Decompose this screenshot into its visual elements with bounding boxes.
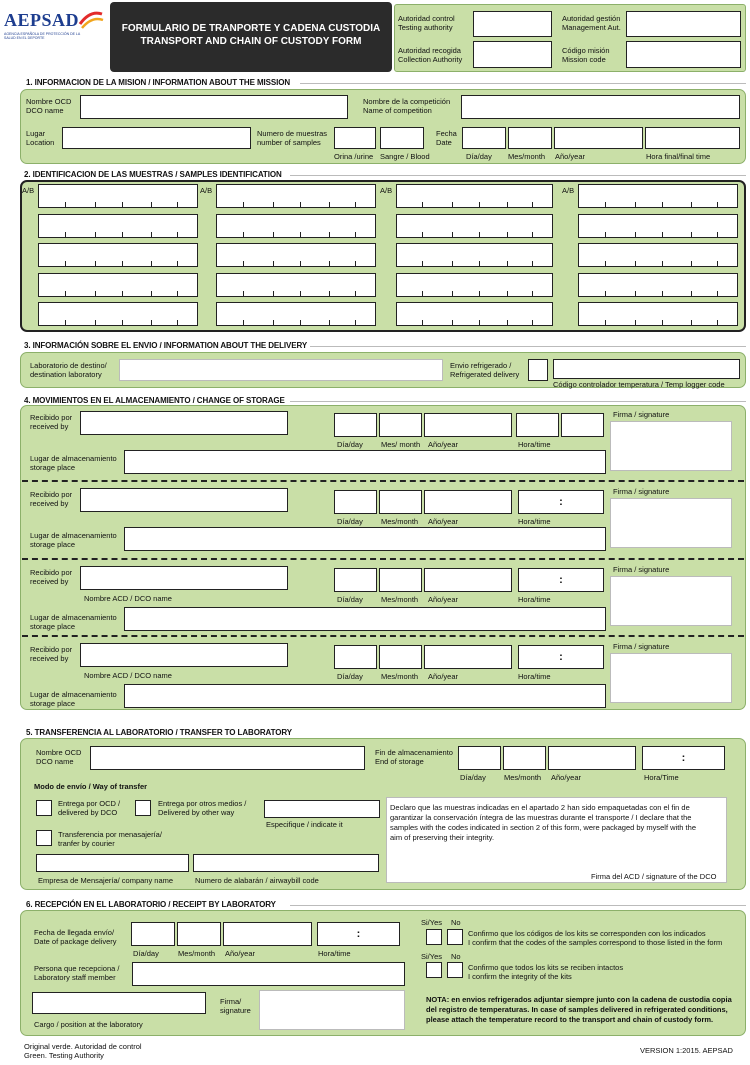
s5-year-label: Año/year [551, 773, 582, 782]
digit-tick [532, 261, 533, 266]
declaration-text: Declaro que las muestras indicadas en el apartado 2 han sido empaquetadas con el fin de garantizar la conservación íntegra de las muestras durante el transporte / I declare that the samples with the codes indicated in section 2 of this form, were packaged by myself with the aim of preserving their integrity. [390, 803, 696, 842]
digit-tick [605, 202, 606, 207]
day-field[interactable] [462, 127, 506, 149]
digit-tick [95, 291, 96, 296]
digit-tick [635, 202, 636, 207]
sample-code-field[interactable] [38, 243, 198, 267]
digit-tick [355, 261, 356, 266]
signature-label: Firma / signature [613, 487, 670, 496]
digit-tick [532, 291, 533, 296]
collection-authority-field[interactable] [473, 41, 552, 68]
digit-tick [95, 261, 96, 266]
refrigerated-label: Envio refrigerado / Refrigerated delivery [450, 361, 520, 379]
year-label: Año/year [555, 152, 586, 161]
logo-subtext: AGENCIA ESPAÑOLA DE PROTECCIÓN DE LA SALUD EN EL DEPORTE [4, 32, 80, 40]
storage-year-field[interactable] [424, 645, 512, 669]
yes-label-1: Si/Yes [421, 918, 442, 927]
digit-tick [605, 232, 606, 237]
received-by-label: Recibido por received by [30, 413, 73, 431]
digit-tick [479, 202, 480, 207]
digit-tick [691, 232, 692, 237]
digit-tick [452, 320, 453, 325]
storage-year-field[interactable] [424, 413, 512, 437]
s6-time-label: Hora/time [318, 949, 351, 958]
digit-tick [300, 202, 301, 207]
storage-time-label: Hora/time [518, 672, 551, 681]
management-authority-label: Autoridad gestión Management Aut. [562, 14, 621, 32]
digit-tick [273, 232, 274, 237]
courier-label: Transferencia por menasajería/ tranfer by courier [58, 830, 162, 848]
yes-label-2: Si/Yes [421, 952, 442, 961]
digit-tick [605, 261, 606, 266]
sample-code-field[interactable] [216, 214, 376, 238]
sample-code-field[interactable] [38, 273, 198, 297]
storage-year-field[interactable] [424, 568, 512, 592]
dest-lab-label: Laboratorio de destino/ destination laboratory [30, 361, 107, 379]
digit-tick [507, 202, 508, 207]
digit-tick [95, 232, 96, 237]
digit-tick [422, 320, 423, 325]
waybill-label: Numero de alabarán / airwaybill code [195, 876, 319, 885]
storage-month-field[interactable] [379, 568, 422, 592]
integrity-yes-checkbox[interactable] [426, 962, 442, 978]
storage-month-label: Mes/month [381, 595, 419, 604]
s5-day-label: Día/day [460, 773, 486, 782]
digit-tick [122, 291, 123, 296]
digit-tick [717, 232, 718, 237]
storage-time-field[interactable]: : [518, 568, 604, 592]
storage-place-field[interactable] [124, 607, 606, 631]
codes-yes-checkbox[interactable] [426, 929, 442, 945]
digit-tick [691, 291, 692, 296]
digit-tick [300, 320, 301, 325]
s5-day-field[interactable] [458, 746, 501, 770]
section-1-title: 1. INFORMACION DE LA MISION / INFORMATION ABOUT THE MISSION [26, 78, 291, 87]
digit-tick [65, 202, 66, 207]
year-field[interactable] [554, 127, 643, 149]
position-label: Cargo / position at the laboratory [34, 1020, 143, 1029]
dco-name-field[interactable] [80, 95, 348, 119]
digit-tick [532, 320, 533, 325]
digit-tick [479, 291, 480, 296]
ab-label: A/B [380, 186, 393, 195]
digit-tick [452, 261, 453, 266]
digit-tick [479, 320, 480, 325]
courier-company-label: Empresa de Mensajería/ company name [38, 876, 174, 885]
digit-tick [65, 291, 66, 296]
digit-tick [273, 202, 274, 207]
staff-field[interactable] [132, 962, 405, 986]
digit-tick [151, 202, 152, 207]
block-divider [22, 558, 744, 560]
digit-tick [122, 261, 123, 266]
digit-tick [177, 202, 178, 207]
digit-tick [300, 291, 301, 296]
digit-tick [662, 261, 663, 266]
storage-day-label: Día/day [337, 595, 363, 604]
urine-label: Orina /urine [334, 152, 374, 161]
storage-place-field[interactable] [124, 527, 606, 551]
digit-tick [691, 261, 692, 266]
received-by-label: Recibido por received by [30, 645, 73, 663]
digit-tick [355, 320, 356, 325]
digit-tick [452, 202, 453, 207]
received-by-label: Recibido por received by [30, 490, 73, 508]
signature-label: Firma / signature [613, 565, 670, 574]
digit-tick [177, 232, 178, 237]
s5-time-label: Hora/Time [644, 773, 679, 782]
s6-day-label: Día/day [133, 949, 159, 958]
digit-tick [662, 291, 663, 296]
digit-tick [662, 202, 663, 207]
section-3-title: 3. INFORMACIÓN SOBRE EL ENVIO / INFORMATION ABOUT THE DELIVERY [24, 341, 308, 350]
digit-tick [605, 291, 606, 296]
digit-tick [452, 232, 453, 237]
final-time-field[interactable] [645, 127, 740, 149]
digit-tick [122, 232, 123, 237]
temp-logger-field[interactable] [553, 359, 740, 379]
sample-code-field[interactable] [396, 302, 553, 326]
sample-code-field[interactable] [216, 243, 376, 267]
sample-code-field[interactable] [216, 273, 376, 297]
digit-tick [355, 232, 356, 237]
sample-code-field[interactable] [216, 302, 376, 326]
digit-tick [273, 291, 274, 296]
courier-checkbox[interactable] [36, 830, 52, 846]
digit-tick [532, 232, 533, 237]
sample-code-field[interactable] [396, 214, 553, 238]
month-label: Mes/month [508, 152, 546, 161]
s6-year-label: Año/year [225, 949, 256, 958]
dest-lab-field[interactable] [119, 359, 443, 381]
digit-tick [122, 320, 123, 325]
storage-signature-field[interactable] [610, 653, 732, 703]
storage-time-label: Hora/time [518, 440, 551, 449]
digit-tick [95, 320, 96, 325]
transfer-mode-label: Modo de envío / Way of transfer [34, 782, 148, 791]
digit-tick [122, 202, 123, 207]
digit-tick [177, 291, 178, 296]
storage-day-field[interactable] [334, 413, 377, 437]
digit-tick [95, 202, 96, 207]
digit-tick [422, 202, 423, 207]
s6-day-field[interactable] [131, 922, 175, 946]
storage-month-label: Mes/ month [381, 440, 421, 449]
dco-delivery-checkbox[interactable] [36, 800, 52, 816]
storage-day-label: Día/day [337, 440, 363, 449]
digit-tick [635, 291, 636, 296]
received-by-field[interactable] [80, 411, 288, 435]
block-divider [22, 635, 744, 637]
digit-tick [717, 261, 718, 266]
block-divider [22, 480, 744, 482]
digit-tick [355, 291, 356, 296]
signature-label: Firma / signature [613, 410, 670, 419]
form-title-en: TRANSPORT AND CHAIN OF CUSTODY FORM [140, 36, 362, 47]
competition-label: Nombre de la competición Name of competition [363, 97, 451, 115]
storage-day-field[interactable] [334, 568, 377, 592]
digit-tick [151, 320, 152, 325]
storage-place-field[interactable] [124, 450, 606, 474]
digit-tick [422, 291, 423, 296]
digit-tick [151, 232, 152, 237]
storage-year-label: Año/year [428, 595, 459, 604]
digit-tick [243, 202, 244, 207]
other-delivery-checkbox[interactable] [135, 800, 151, 816]
storage-month-field[interactable] [379, 490, 422, 514]
received-by-field[interactable] [80, 566, 288, 590]
other-delivery-label: Entrega por otros medios / Delivered by other way [158, 799, 247, 817]
digit-tick [691, 202, 692, 207]
dco-delivery-label: Entrega por OCD / delivered by DCO [58, 799, 121, 817]
sample-code-field[interactable] [578, 273, 738, 297]
storage-signature-field[interactable] [610, 576, 732, 626]
s5-year-field[interactable] [548, 746, 636, 770]
storage-year-label: Año/year [428, 440, 459, 449]
digit-tick [479, 261, 480, 266]
digit-tick [662, 320, 663, 325]
storage-place-field[interactable] [124, 684, 606, 708]
section-6-title: 6. RECEPCIÓN EN EL LABORATORIO / RECEIPT BY LABORATORY [26, 900, 276, 909]
management-authority-field[interactable] [626, 11, 741, 37]
ab-label: A/B [562, 186, 575, 195]
testing-authority-label: Autoridad control Testing authority [398, 14, 455, 32]
storage-place-label: Lugar de almacenamiento storage place [30, 690, 117, 708]
testing-authority-field[interactable] [473, 11, 552, 37]
digit-tick [273, 320, 274, 325]
logo [4, 10, 106, 50]
refrigerated-checkbox[interactable] [528, 359, 548, 381]
digit-tick [717, 320, 718, 325]
final-time-label: Hora final/final time [646, 152, 711, 161]
waybill-field[interactable] [193, 854, 379, 872]
collection-authority-label: Autoridad recogida Collection Authority [398, 46, 463, 64]
location-label: Lugar Location [26, 129, 55, 147]
digit-tick [329, 320, 330, 325]
sample-code-field[interactable] [216, 184, 376, 208]
storage-signature-field[interactable] [610, 498, 732, 548]
storage-time-field[interactable]: : [518, 645, 604, 669]
signature-label: Firma/ signature [220, 997, 251, 1015]
storage-day-label: Día/day [337, 672, 363, 681]
sample-code-field[interactable] [578, 243, 738, 267]
date-label: Fecha Date [436, 129, 457, 147]
acd-name-label: Nombre ACD / DCO name [84, 671, 172, 680]
location-field[interactable] [62, 127, 251, 149]
digit-tick [605, 320, 606, 325]
s5-time-field[interactable]: : [642, 746, 725, 770]
s5-dco-label: Nombre OCD DCO name [36, 748, 82, 766]
section-4-title: 4. MOVIMIENTOS EN EL ALMACENAMIENTO / CHANGE OF STORAGE [24, 396, 285, 405]
received-by-field[interactable] [80, 643, 288, 667]
storage-place-label: Lugar de almacenamiento storage place [30, 613, 117, 631]
acd-name-label: Nombre ACD / DCO name [84, 594, 172, 603]
logo-swoosh-icon [78, 10, 104, 30]
digit-tick [151, 291, 152, 296]
arrival-date-label: Fecha de llegada envío/ Date of package delivery [34, 928, 117, 946]
storage-day-field[interactable] [334, 645, 377, 669]
storage-hour-field[interactable] [516, 413, 559, 437]
storage-year-label: Año/year [428, 517, 459, 526]
ab-label: A/B [22, 186, 35, 195]
digit-tick [273, 261, 274, 266]
storage-month-label: Mes/month [381, 517, 419, 526]
s5-month-label: Mes/month [504, 773, 542, 782]
lab-signature-field[interactable] [259, 990, 405, 1030]
sample-code-field[interactable] [578, 184, 738, 208]
s6-year-field[interactable] [223, 922, 312, 946]
digit-tick [717, 202, 718, 207]
digit-tick [65, 320, 66, 325]
month-field[interactable] [508, 127, 552, 149]
sample-code-field[interactable] [396, 243, 553, 267]
storage-time-field[interactable]: : [518, 490, 604, 514]
storage-day-field[interactable] [334, 490, 377, 514]
s5-month-field[interactable] [503, 746, 546, 770]
digit-tick [65, 261, 66, 266]
storage-year-label: Año/year [428, 672, 459, 681]
sample-code-field[interactable] [578, 214, 738, 238]
dco-signature-label: Firma del ACD / signature of the DCO [591, 872, 717, 881]
storage-month-field[interactable] [379, 645, 422, 669]
mission-code-field[interactable] [626, 41, 741, 68]
mission-code-label: Código misión Mission code [562, 46, 610, 64]
digit-tick [452, 291, 453, 296]
logo-text: AEPSAD [4, 10, 80, 30]
digit-tick [507, 320, 508, 325]
no-label-2: No [451, 952, 461, 961]
storage-time-label: Hora/time [518, 595, 551, 604]
ab-label: A/B [200, 186, 213, 195]
s6-month-label: Mes/month [178, 949, 216, 958]
specify-label: Especifique / indicate it [266, 820, 343, 829]
digit-tick [507, 261, 508, 266]
digit-tick [243, 261, 244, 266]
storage-time-label: Hora/time [518, 517, 551, 526]
s6-time-field[interactable]: : [317, 922, 400, 946]
digit-tick [243, 320, 244, 325]
dco-name-label: Nombre OCD DCO name [26, 97, 72, 115]
digit-tick [177, 261, 178, 266]
digit-tick [329, 291, 330, 296]
digit-tick [355, 202, 356, 207]
refrigerated-note: NOTA: en envios refrigerados adjuntar siempre junto con la cadena de custodia copia del registro de temperaturas. In case of samples delivered in refrigerated conditions, please attach the temperature record to the transport and chain of custody form. [426, 995, 732, 1024]
end-storage-label: Fin de almacenamiento End of storage [375, 748, 453, 766]
storage-minute-field[interactable] [561, 413, 604, 437]
digit-tick [717, 291, 718, 296]
footer-original: Original verde. Autoridad de control Green. Testing Authority [24, 1042, 142, 1060]
digit-tick [329, 232, 330, 237]
blood-label: Sangre / Blood [380, 152, 430, 161]
footer-version: VERSION 1:2015. AEPSAD [640, 1046, 733, 1055]
sample-code-field[interactable] [38, 214, 198, 238]
blood-count-field[interactable] [380, 127, 424, 149]
no-label-1: No [451, 918, 461, 927]
sample-code-field[interactable] [396, 184, 553, 208]
day-label: Día/day [466, 152, 492, 161]
digit-tick [662, 232, 663, 237]
integrity-confirm-label: Confirmo que todos los kits se reciben intactos I confirm the integrity of the kits [468, 963, 624, 981]
signature-label: Firma / signature [613, 642, 670, 651]
section-2-title: 2. IDENTIFICACION DE LAS MUESTRAS / SAMPLES IDENTIFICATION [24, 170, 282, 179]
digit-tick [243, 291, 244, 296]
storage-place-label: Lugar de almacenamiento storage place [30, 531, 117, 549]
position-field[interactable] [32, 992, 206, 1014]
digit-tick [479, 232, 480, 237]
competition-field[interactable] [461, 95, 740, 119]
sample-code-field[interactable] [38, 302, 198, 326]
digit-tick [635, 232, 636, 237]
specify-field[interactable] [264, 800, 380, 818]
digit-tick [300, 261, 301, 266]
storage-place-label: Lugar de almacenamiento storage place [30, 454, 117, 472]
storage-day-label: Día/day [337, 517, 363, 526]
digit-tick [532, 202, 533, 207]
form-title-es: FORMULARIO DE TRANPORTE Y CADENA CUSTODIA [121, 23, 381, 34]
integrity-no-checkbox[interactable] [447, 962, 463, 978]
digit-tick [422, 232, 423, 237]
storage-month-label: Mes/month [381, 672, 419, 681]
digit-tick [329, 261, 330, 266]
urine-count-field[interactable] [334, 127, 376, 149]
storage-month-field[interactable] [379, 413, 422, 437]
storage-signature-field[interactable] [610, 421, 732, 471]
digit-tick [151, 261, 152, 266]
digit-tick [243, 232, 244, 237]
digit-tick [177, 320, 178, 325]
digit-tick [507, 232, 508, 237]
staff-label: Persona que recepciona / Laboratory staff member [34, 964, 120, 982]
received-by-label: Recibido por received by [30, 568, 73, 586]
digit-tick [635, 320, 636, 325]
sample-code-field[interactable] [38, 184, 198, 208]
section-5-title: 5. TRANSFERENCIA AL LABORATORIO / TRANSFER TO LABORATORY [26, 728, 292, 737]
digit-tick [65, 232, 66, 237]
digit-tick [635, 261, 636, 266]
digit-tick [300, 232, 301, 237]
sample-code-field[interactable] [578, 302, 738, 326]
form-title [110, 2, 392, 72]
courier-company-field[interactable] [36, 854, 189, 872]
s6-month-field[interactable] [177, 922, 221, 946]
codes-no-checkbox[interactable] [447, 929, 463, 945]
digit-tick [691, 320, 692, 325]
received-by-field[interactable] [80, 488, 288, 512]
sample-code-field[interactable] [396, 273, 553, 297]
temp-logger-label: Código controlador temperatura / Temp logger code [553, 380, 725, 389]
digit-tick [422, 261, 423, 266]
storage-year-field[interactable] [424, 490, 512, 514]
codes-confirm-label: Confirmo que los códigos de los kits se corresponden con los indicados I confirm that the codes of the samples correspond to those listed in the form [468, 929, 723, 947]
num-samples-label: Numero de muestras number of samples [257, 129, 328, 147]
digit-tick [329, 202, 330, 207]
digit-tick [507, 291, 508, 296]
s5-dco-field[interactable] [90, 746, 365, 770]
